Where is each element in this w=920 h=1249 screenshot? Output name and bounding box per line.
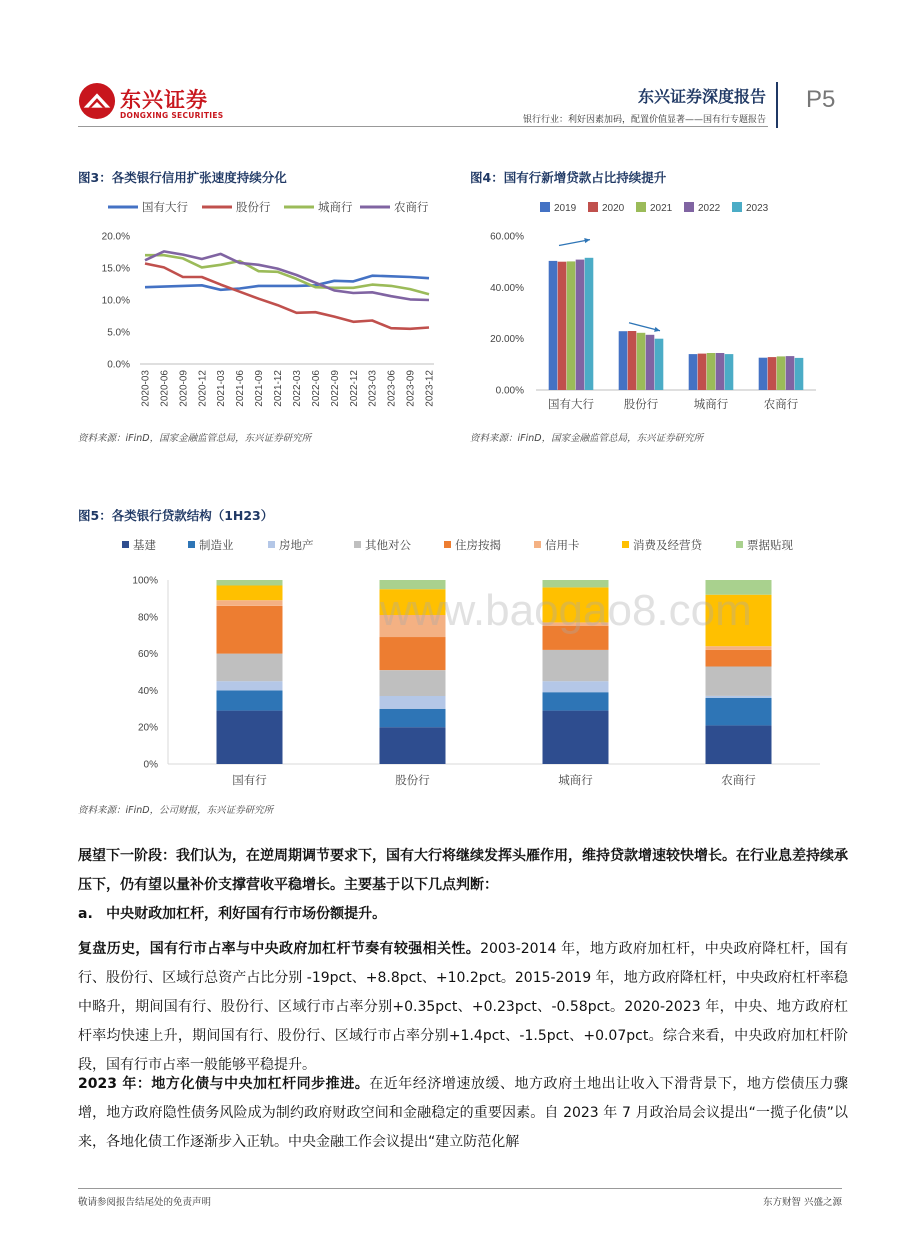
header-divider: [776, 82, 778, 128]
stack-国有行-基建: [217, 711, 283, 764]
x-tick-label: 农商行: [763, 397, 799, 411]
legend-label-信用卡: 信用卡: [545, 538, 580, 552]
legend-label-农商行: 农商行: [394, 200, 429, 214]
x-tick-label: 2021-09: [254, 370, 266, 407]
legend-label-住房按揭: 住房按揭: [455, 538, 501, 552]
stack-国有行-信用卡: [217, 600, 283, 606]
x-tick-label: 2023-03: [367, 370, 379, 407]
fig5-source: 资料来源：iFinD，公司财报，东兴证券研究所: [78, 805, 274, 816]
y-tick-label: 40%: [137, 685, 158, 697]
x-tick-label: 城商行: [558, 773, 593, 787]
footer-slogan: 东方财智 兴盛之源: [762, 1197, 842, 1208]
x-tick-label: 农商行: [721, 773, 756, 787]
outlook-text: 展望下一阶段：我们认为，在逆周期调节要求下，国有大行将继续发挥头雁作用，维持贷款增速较快增长。在行业息差持续承压下，仍有望以量补价支撑营收平稳增长。主要基于以下几点判断：: [78, 848, 848, 893]
p2023-body: 在近年经济增速放缓、地方政府土地出让收入下滑背景下，地方偿债压力骤增，地方政府隐性债务风险成为制约政府财政空间和金融稳定的重要因素。自 2023 年 7 月政治局会议提出“一揽子化债”以来，各地化债工作逐渐步入正轨。中央金融工作会议提出“建立防范化解: [78, 1076, 849, 1150]
legend-label-制造业: 制造业: [199, 538, 234, 552]
paragraph-history: [78, 935, 848, 1080]
legend-label-2023: 2023: [746, 203, 769, 214]
fig5-stacked-bar-chart: [78, 530, 842, 792]
series-line-城商行: [145, 255, 429, 294]
stack-农商行-其他对公: [706, 667, 772, 696]
legend-swatch-2021: [636, 202, 646, 212]
bar-国有大行-2020: [558, 262, 567, 390]
stack-股份行-制造业: [380, 709, 446, 727]
section-heading-text: 中央财政加杠杆，利好国有行市场份额提升。: [106, 906, 387, 922]
stack-股份行-其他对公: [380, 670, 446, 696]
stack-股份行-住房按揭: [380, 637, 446, 670]
legend-swatch-房地产: [268, 541, 275, 548]
stack-农商行-制造业: [706, 698, 772, 726]
x-tick-label: 股份行: [623, 397, 659, 411]
paragraph-outlook: [78, 842, 848, 900]
y-tick-label: 20.0%: [101, 231, 130, 243]
y-tick-label: 10.0%: [101, 295, 130, 307]
stack-城商行-其他对公: [543, 650, 609, 681]
y-tick-label: 80%: [137, 612, 158, 624]
bar-股份行-2019: [619, 331, 628, 390]
y-tick-label: 100%: [132, 575, 158, 587]
stack-国有行-房地产: [217, 681, 283, 690]
legend-swatch-2022: [684, 202, 694, 212]
legend-swatch-2023: [732, 202, 742, 212]
legend-swatch-消费及经营贷: [622, 541, 629, 548]
y-tick-label: 60.00%: [490, 231, 524, 243]
bar-国有大行-2022: [576, 260, 585, 390]
bar-国有大行-2023: [585, 258, 594, 390]
x-tick-label: 2021-12: [273, 370, 285, 407]
stack-国有行-制造业: [217, 690, 283, 710]
header-rule: [78, 126, 768, 127]
x-tick-label: 2023-09: [405, 370, 417, 407]
logo-icon: [78, 82, 116, 120]
stack-城商行-制造业: [543, 692, 609, 710]
bar-农商行-2021: [777, 356, 786, 390]
footer-rule: [78, 1188, 842, 1189]
bar-股份行-2021: [637, 333, 646, 390]
x-tick-label: 2023-06: [386, 370, 398, 407]
section-heading-a: [78, 900, 848, 929]
bar-城商行-2019: [689, 354, 698, 390]
bar-国有大行-2019: [549, 261, 558, 390]
legend-label-2019: 2019: [554, 203, 577, 214]
fig3-source: 资料来源：iFinD，国家金融监管总局，东兴证券研究所: [78, 433, 312, 444]
x-tick-label: 2022-03: [291, 370, 303, 407]
fig5-title: 图5：各类银行贷款结构（1H23）: [78, 508, 274, 523]
page-number: P5: [806, 86, 836, 113]
bar-城商行-2023: [725, 354, 734, 390]
stack-国有行-票据贴现: [217, 580, 283, 586]
footer-disclaimer: 敬请参阅报告结尾处的免责声明: [78, 1197, 212, 1208]
report-title: 东兴证券深度报告: [637, 87, 766, 106]
stack-城商行-房地产: [543, 681, 609, 692]
y-tick-label: 0%: [143, 759, 158, 771]
section-marker: a.: [78, 906, 93, 922]
y-tick-label: 5.0%: [107, 327, 130, 339]
fig3-line-chart: [78, 192, 448, 422]
x-tick-label: 2020-06: [159, 370, 171, 407]
x-tick-label: 2022-06: [310, 370, 322, 407]
y-tick-label: 0.0%: [107, 359, 130, 371]
stack-股份行-房地产: [380, 696, 446, 709]
x-tick-label: 国有大行: [548, 397, 594, 411]
watermark: www.baogao8.com: [380, 586, 752, 635]
x-tick-label: 股份行: [395, 773, 430, 787]
p2023-lead: 2023 年：地方化债与中央加杠杆同步推进。: [78, 1076, 370, 1092]
report-subtitle: 银行行业：利好因素加码，配置价值显著——国有行专题报告: [522, 115, 766, 125]
x-tick-label: 2021-03: [216, 370, 228, 407]
x-tick-label: 2020-12: [197, 370, 209, 407]
y-tick-label: 0.00%: [495, 385, 524, 397]
stack-农商行-住房按揭: [706, 650, 772, 667]
y-tick-label: 20.00%: [490, 334, 524, 346]
bar-农商行-2020: [768, 357, 777, 390]
y-tick-label: 40.00%: [490, 282, 524, 294]
legend-label-2022: 2022: [698, 203, 721, 214]
stack-城商行-基建: [543, 711, 609, 764]
bar-城商行-2021: [707, 353, 716, 390]
y-tick-label: 20%: [137, 722, 158, 734]
legend-label-2020: 2020: [602, 203, 625, 214]
bar-农商行-2019: [759, 358, 768, 390]
x-tick-label: 城商行: [693, 397, 729, 411]
logo-text: 东兴证券: [120, 88, 208, 112]
legend-label-国有大行: 国有大行: [142, 200, 188, 214]
bar-股份行-2022: [646, 335, 655, 390]
fig4-title: 图4：国有行新增贷款占比持续提升: [470, 170, 667, 185]
paragraph-2023: [78, 1070, 848, 1157]
legend-swatch-制造业: [188, 541, 195, 548]
bar-农商行-2023: [795, 358, 804, 390]
bar-城商行-2020: [698, 354, 707, 390]
bar-国有大行-2021: [567, 261, 576, 390]
x-tick-label: 国有行: [232, 773, 267, 787]
legend-swatch-2019: [540, 202, 550, 212]
legend-label-城商行: 城商行: [318, 200, 353, 214]
legend-label-基建: 基建: [133, 538, 156, 552]
stack-国有行-其他对公: [217, 654, 283, 682]
x-tick-label: 2022-12: [348, 370, 360, 407]
legend-swatch-信用卡: [534, 541, 541, 548]
trend-arrow-up-head: [584, 238, 590, 243]
x-tick-label: 2023-12: [424, 370, 436, 407]
legend-label-股份行: 股份行: [236, 200, 271, 214]
legend-label-2021: 2021: [650, 203, 673, 214]
stack-国有行-住房按揭: [217, 606, 283, 654]
legend-label-房地产: 房地产: [279, 538, 314, 552]
stack-农商行-基建: [706, 725, 772, 764]
bar-股份行-2020: [628, 331, 637, 390]
legend-swatch-2020: [588, 202, 598, 212]
history-body: 2003-2014 年，地方政府加杠杆，中央政府降杠杆，国有行、股份行、区域行总资产占比分别 -19pct、+8.8pct、+10.2pct。2015-2019 年，地方政府降杠杆，中央政府杠杆率稳中略升，期间国有行、股份行、区域行市占率分别+0.35pct、+0.23pct、-0.58pct。2020-2023 年，中央、地方政府杠杆率均快速上升，期间国有行、股份行、区域行市占率分别+1.4pct、-1.5pct、+0.07pct。综合来看，中央政府加杠杆阶段，国有行市占率一般能够平稳提升。: [78, 941, 849, 1073]
fig4-bar-chart: [470, 192, 842, 422]
x-tick-label: 2022-09: [329, 370, 341, 407]
bar-农商行-2022: [786, 356, 795, 390]
legend-swatch-其他对公: [354, 541, 361, 548]
y-tick-label: 60%: [137, 649, 158, 661]
legend-label-其他对公: 其他对公: [365, 538, 411, 552]
y-tick-label: 15.0%: [101, 263, 130, 275]
x-tick-label: 2020-09: [178, 370, 190, 407]
stack-国有行-消费及经营贷: [217, 586, 283, 601]
stack-农商行-信用卡: [706, 646, 772, 650]
legend-swatch-住房按揭: [444, 541, 451, 548]
x-tick-label: 2020-03: [140, 370, 152, 407]
legend-label-消费及经营贷: 消费及经营贷: [633, 538, 702, 552]
bar-股份行-2023: [655, 339, 664, 390]
fig4-source: 资料来源：iFinD，国家金融监管总局，东兴证券研究所: [470, 433, 704, 444]
fig3-title: 图3：各类银行信用扩张速度持续分化: [78, 170, 287, 185]
legend-swatch-票据贴现: [736, 541, 743, 548]
legend-swatch-基建: [122, 541, 129, 548]
x-tick-label: 2021-06: [235, 370, 247, 407]
bar-城商行-2022: [716, 353, 725, 390]
stack-农商行-房地产: [706, 696, 772, 698]
stack-股份行-基建: [380, 727, 446, 764]
history-lead: 复盘历史，国有行市占率与中央政府加杠杆节奏有较强相关性。: [78, 941, 481, 957]
logo-subtext: DONGXING SECURITIES: [120, 111, 224, 120]
legend-label-票据贴现: 票据贴现: [747, 538, 793, 552]
